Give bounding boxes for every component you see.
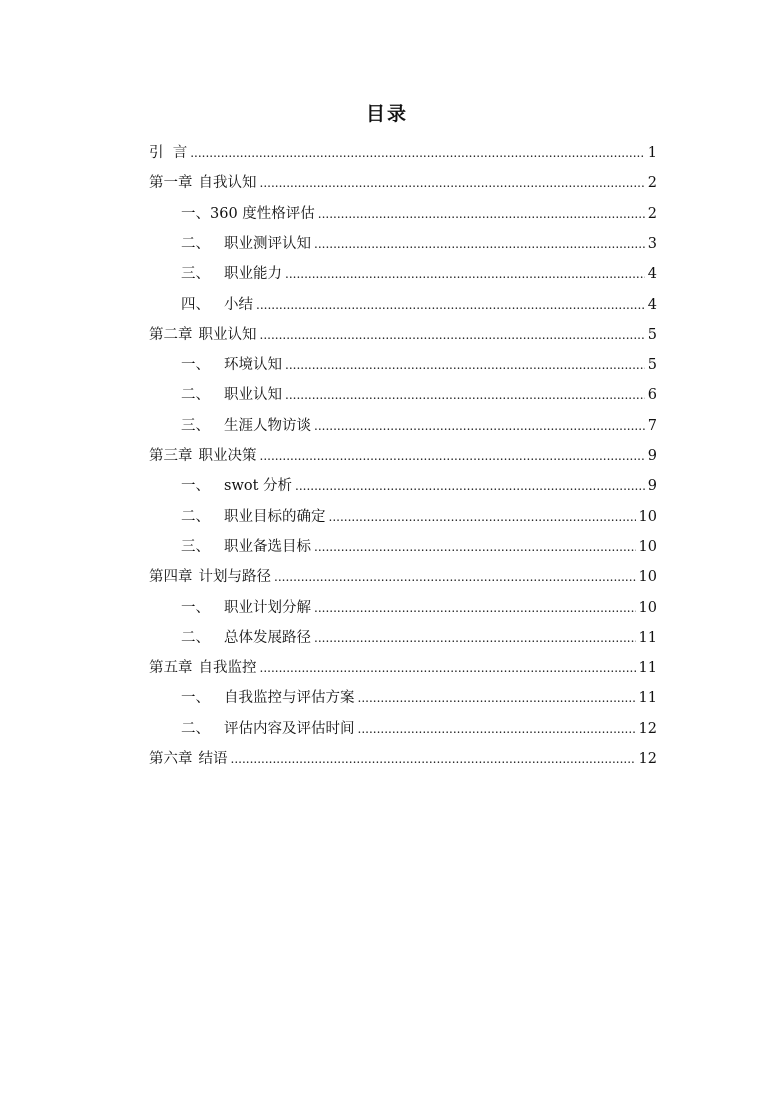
toc-leader-dots xyxy=(358,683,636,713)
toc-entry-label: 职业备选目标 xyxy=(224,538,311,555)
toc-leader-dots xyxy=(358,714,636,744)
toc-leader-dots xyxy=(314,532,636,562)
toc-entry-number: 三、 xyxy=(181,538,210,555)
toc-leader-dots xyxy=(314,411,645,441)
toc-entry-label: 评估内容及评估时间 xyxy=(224,720,355,737)
toc-entry[interactable] xyxy=(149,168,657,198)
toc-entry-label: 计划与路径 xyxy=(198,569,271,586)
toc-entry-label: 职业目标的确定 xyxy=(224,508,326,525)
toc-entry-number: 一、 xyxy=(181,357,210,374)
toc-entry-number: 一、 xyxy=(181,478,210,495)
toc-entry[interactable] xyxy=(181,350,657,380)
toc-entry[interactable] xyxy=(181,683,657,713)
toc-entry-page: 9 xyxy=(647,478,657,495)
toc-entry-page: 7 xyxy=(647,417,657,434)
toc-entry-page: 10 xyxy=(638,569,657,586)
toc-entry[interactable] xyxy=(181,229,657,259)
toc-entry-page: 5 xyxy=(647,326,657,343)
toc-leader-dots xyxy=(318,199,645,229)
toc-entry-label: 自我监控 xyxy=(198,660,257,677)
toc-entry-number: 第三章 xyxy=(149,448,193,464)
toc-entry[interactable] xyxy=(181,502,657,532)
toc-entry[interactable] xyxy=(149,320,657,350)
toc-entry-number: 第二章 xyxy=(149,326,193,343)
toc-entry-label: 职业认知 xyxy=(224,387,282,404)
toc-entry-label: 职业认知 xyxy=(198,326,257,343)
toc-entry[interactable] xyxy=(149,441,657,471)
toc-entry[interactable] xyxy=(149,744,657,774)
toc-entry[interactable] xyxy=(149,653,657,683)
toc-leader-dots xyxy=(329,502,636,532)
toc-entry-page: 12 xyxy=(638,751,657,767)
toc-entry-number: 第五章 xyxy=(149,660,193,677)
toc-entry-page: 12 xyxy=(638,720,657,737)
toc-entry-number: 三、 xyxy=(181,417,210,434)
toc-leader-dots xyxy=(285,350,645,380)
toc-entry-number: 二、 xyxy=(181,235,210,252)
toc-entry-page: 10 xyxy=(638,538,657,555)
toc-entry-page: 6 xyxy=(647,387,657,404)
toc-entry-label: 职业决策 xyxy=(198,448,257,464)
toc-leader-dots xyxy=(314,229,645,259)
toc-entry-number: 二、 xyxy=(181,508,210,525)
toc-leader-dots xyxy=(260,168,645,198)
toc-entry-label: 自我认知 xyxy=(198,175,257,192)
toc-entry-number: 第一章 xyxy=(149,175,193,192)
toc-leader-dots xyxy=(274,562,636,592)
toc-entry-number: 第四章 xyxy=(149,569,193,586)
toc-entry-number: 二、 xyxy=(181,387,210,404)
toc-entry[interactable] xyxy=(181,471,657,501)
toc-leader-dots xyxy=(295,471,645,501)
toc-entry-label: 环境认知 xyxy=(224,357,282,374)
toc-leader-dots xyxy=(285,380,645,410)
toc-entry[interactable] xyxy=(181,593,657,623)
toc-entry-number: 三、 xyxy=(181,266,210,283)
toc-entry[interactable] xyxy=(181,714,657,744)
toc-entry-label: 生涯人物访谈 xyxy=(224,417,311,434)
toc-entry-page: 9 xyxy=(647,448,657,464)
toc-leader-dots xyxy=(314,623,636,653)
toc-entry-label: 结语 xyxy=(198,751,228,767)
toc-entry-number: 一、 xyxy=(181,205,210,222)
toc-entry-number: 二、 xyxy=(181,720,210,737)
toc-entry[interactable] xyxy=(181,199,657,229)
toc-entry-number: 第六章 xyxy=(149,751,193,767)
toc-entry-label: 总体发展路径 xyxy=(224,629,311,646)
toc-entry-label: 引 言 xyxy=(149,145,188,161)
toc-leader-dots xyxy=(190,138,645,168)
toc-leader-dots xyxy=(314,593,636,623)
toc-entry[interactable] xyxy=(149,562,657,592)
toc-entry-number: 一、 xyxy=(181,690,210,707)
toc-entry-label: 职业测评认知 xyxy=(224,235,311,252)
toc-entry-page: 4 xyxy=(647,296,657,313)
toc-entry-label: 自我监控与评估方案 xyxy=(224,690,355,707)
toc-entry-label: swot 分析 xyxy=(224,478,293,495)
toc-entry-label: 360 度性格评估 xyxy=(210,205,315,222)
toc-title: 目录 xyxy=(365,103,408,125)
toc-entry[interactable] xyxy=(181,532,657,562)
toc-leader-dots xyxy=(260,441,645,471)
toc-entry[interactable] xyxy=(181,411,657,441)
toc-leader-dots xyxy=(260,320,645,350)
toc-entry-label: 职业计划分解 xyxy=(224,599,311,616)
toc-entry-page: 10 xyxy=(638,599,657,616)
toc-leader-dots xyxy=(256,290,645,320)
toc-entry-page: 11 xyxy=(638,690,657,707)
toc-entry[interactable] xyxy=(181,290,657,320)
toc-entry-page: 4 xyxy=(647,266,657,283)
toc-entry-number: 一、 xyxy=(181,599,210,616)
toc-entry-page: 11 xyxy=(638,660,657,677)
toc-entry[interactable] xyxy=(181,380,657,410)
toc-entry-page: 1 xyxy=(647,145,657,161)
toc-entry-label: 职业能力 xyxy=(224,266,282,283)
toc-leader-dots xyxy=(231,744,636,774)
toc-entry-number: 四、 xyxy=(181,296,210,313)
toc-entry[interactable] xyxy=(181,259,657,289)
toc-entry-page: 11 xyxy=(638,629,657,646)
toc-entry-number: 二、 xyxy=(181,629,210,646)
toc-entry[interactable] xyxy=(149,138,657,168)
toc-entry-page: 2 xyxy=(647,205,657,222)
toc-entry-page: 5 xyxy=(647,357,657,374)
toc-leader-dots xyxy=(260,653,636,683)
toc-entry-page: 2 xyxy=(647,175,657,192)
toc-entry-page: 10 xyxy=(638,508,657,525)
toc-leader-dots xyxy=(285,259,645,289)
toc-entry-page: 3 xyxy=(647,235,657,252)
toc-entry[interactable] xyxy=(181,623,657,653)
toc-entry-label: 小结 xyxy=(224,296,253,313)
